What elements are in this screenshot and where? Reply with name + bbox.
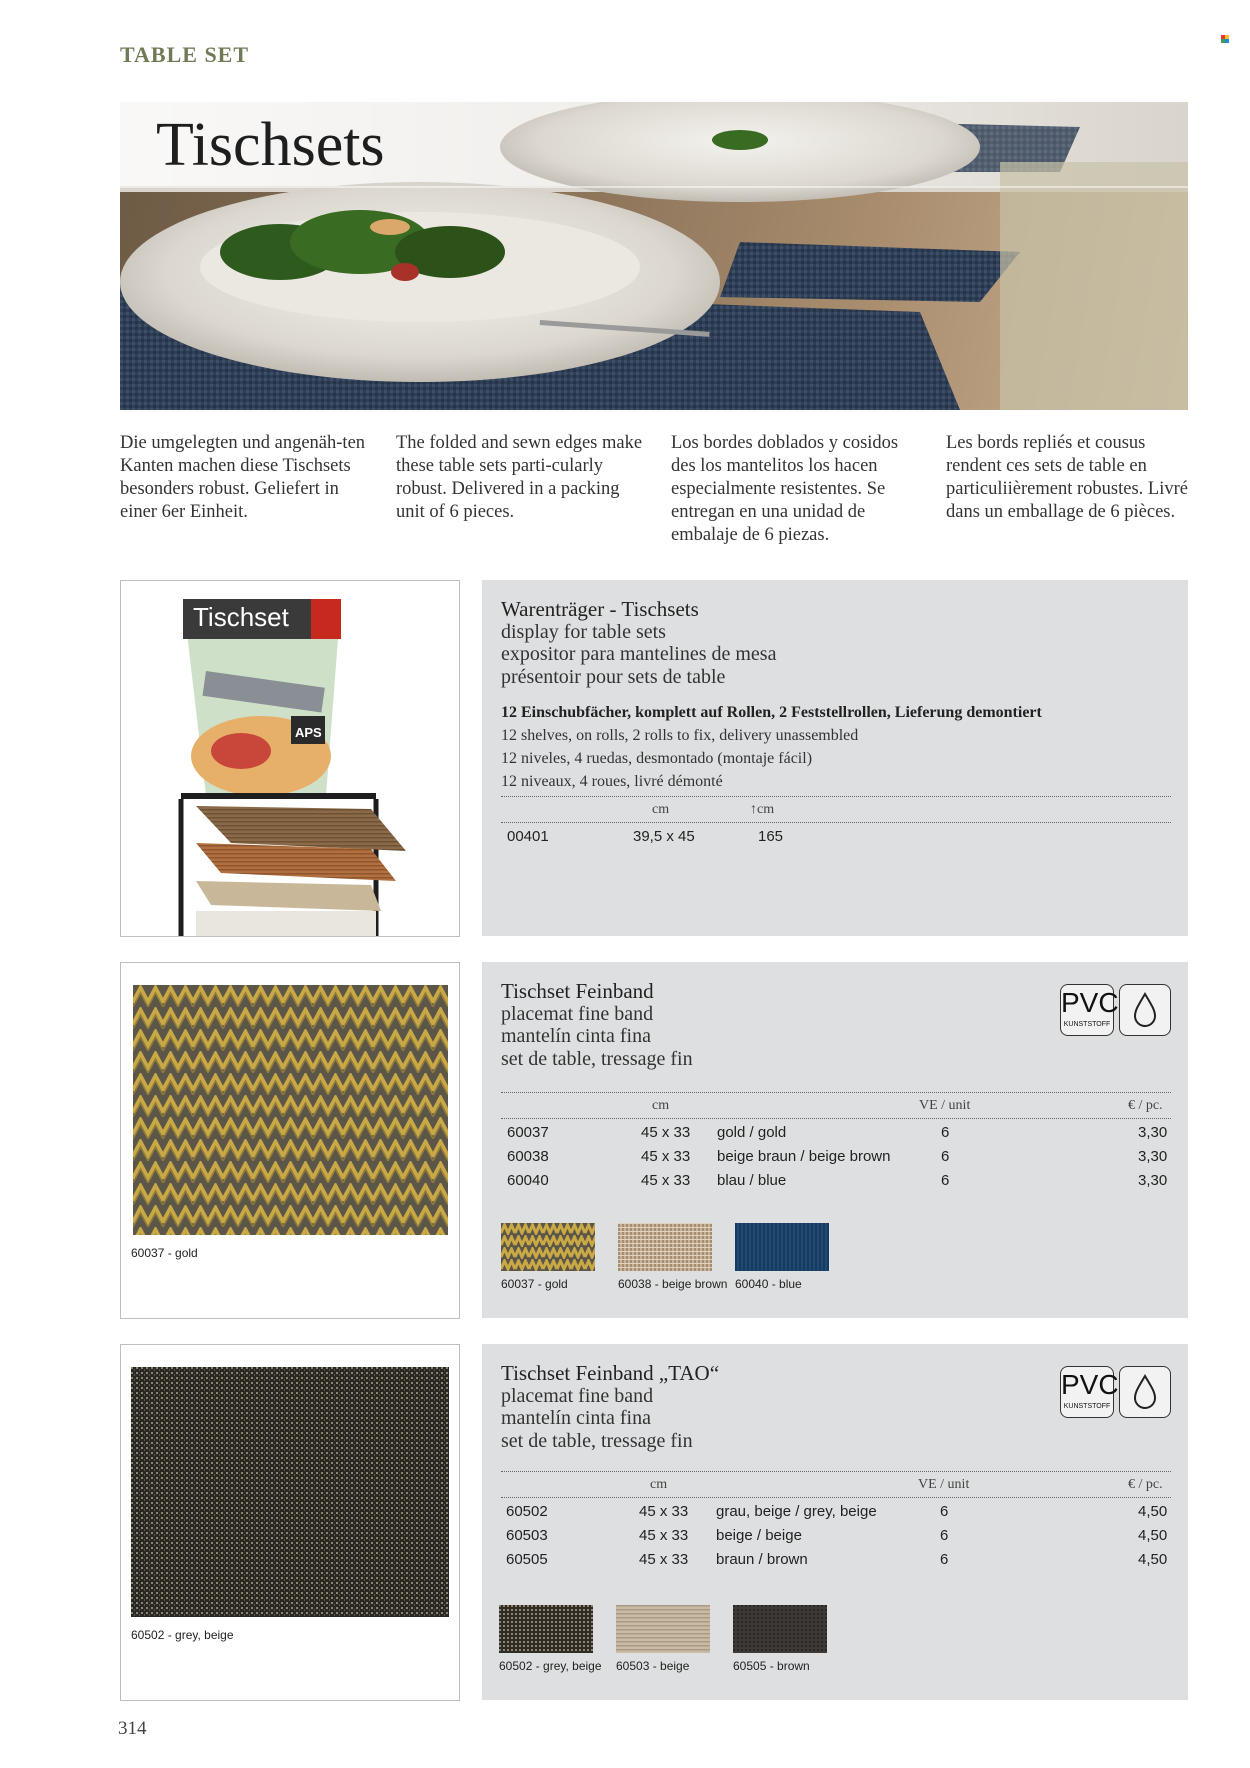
col-header-ve: VE / unit xyxy=(919,1098,971,1113)
pvc-badge-sub: KUNSTSTOFF xyxy=(1063,1021,1111,1028)
tao-photo xyxy=(120,1344,460,1701)
tao-row-color: grau, beige / grey, beige xyxy=(716,1503,877,1520)
display-spec-de: 12 Einschubfächer, komplett auf Rollen, 2 Feststellrollen, Lieferung demontiert xyxy=(501,704,1042,721)
tao-row-color: braun / brown xyxy=(716,1551,808,1568)
divider xyxy=(501,796,1171,797)
display-photo xyxy=(120,580,460,937)
swatch-beige xyxy=(616,1605,710,1653)
swatch-brown xyxy=(733,1605,827,1653)
swatch-caption-beige: 60503 - beige xyxy=(616,1659,690,1673)
tao-info-panel xyxy=(482,1344,1188,1700)
tao-row-size: 45 x 33 xyxy=(639,1503,689,1520)
divider xyxy=(501,1471,1171,1472)
color-mark-icon xyxy=(1221,35,1229,43)
col-header-ve: VE / unit xyxy=(918,1477,970,1492)
intro-text-de: Die umgelegten und angenäh-ten Kanten machen diese Tischsets besonders robust. Geliefert in einer 6er Einheit. xyxy=(120,433,366,522)
display-sub-es: expositor para mantelines de mesa xyxy=(501,643,777,665)
intro-text-en: The folded and sewn edges make these table sets parti-cularly robust. Delivered in a packing unit of 6 pieces. xyxy=(396,433,643,522)
divider xyxy=(501,1497,1171,1498)
swatch-blue xyxy=(735,1223,829,1271)
feinband-row-price: 3,30 xyxy=(1138,1172,1168,1189)
pvc-badge-sub: KUNSTSTOFF xyxy=(1063,1403,1111,1410)
section-label: TABLE SET xyxy=(120,42,250,67)
tao-mat-image xyxy=(131,1367,449,1617)
feinband-row-size: 45 x 33 xyxy=(641,1124,691,1141)
page-number: 314 xyxy=(118,1718,147,1739)
feinband-sub-en: placemat fine band xyxy=(501,1003,654,1025)
feinband-photo xyxy=(120,962,460,1319)
feinband-row-color: gold / gold xyxy=(717,1124,787,1141)
display-stand-illustration xyxy=(121,581,459,936)
col-header-price: € / pc. xyxy=(1128,1477,1163,1492)
arrow-up-icon: ↑ xyxy=(750,802,757,817)
pvc-badge xyxy=(1060,984,1119,1036)
display-spec-es: 12 niveles, 4 ruedas, desmontado (montaje fácil) xyxy=(501,750,813,767)
feinband-mat-image xyxy=(133,985,448,1235)
tao-row-size: 45 x 33 xyxy=(639,1551,689,1568)
col-header-cm: cm xyxy=(650,1477,668,1492)
display-spec-en: 12 shelves, on rolls, 2 rolls to fix, delivery unassembled xyxy=(501,727,859,744)
tao-row-color: beige / beige xyxy=(716,1527,802,1544)
feinband-sub-es: mantelín cinta fina xyxy=(501,1025,651,1047)
col-header-height xyxy=(750,802,774,818)
feinband-photo-caption: 60037 - gold xyxy=(131,1246,198,1260)
feinband-row-ve: 6 xyxy=(941,1172,950,1189)
feinband-row-ve: 6 xyxy=(941,1124,950,1141)
display-row-size: 39,5 x 45 xyxy=(633,828,695,845)
feinband-row-code: 60040 xyxy=(507,1172,549,1189)
tao-row-ve: 6 xyxy=(940,1551,949,1568)
tao-row-code: 60502 xyxy=(506,1503,548,1520)
display-info-panel xyxy=(482,580,1188,936)
swatch-caption-grey-beige: 60502 - grey, beige xyxy=(499,1659,602,1673)
feinband-row-size: 45 x 33 xyxy=(641,1172,691,1189)
tao-sub-en: placemat fine band xyxy=(501,1385,654,1407)
feinband-row-price: 3,30 xyxy=(1138,1124,1168,1141)
col-header-height-label: cm xyxy=(757,802,775,817)
tao-sub-fr: set de table, tressage fin xyxy=(501,1430,693,1452)
display-sub-en: display for table sets xyxy=(501,621,666,643)
tao-row-ve: 6 xyxy=(940,1527,949,1544)
tao-row-code: 60503 xyxy=(506,1527,548,1544)
col-header-cm: cm xyxy=(652,1098,670,1113)
pvc-badge-label: PVC xyxy=(1061,1369,1119,1400)
feinband-sub-fr: set de table, tressage fin xyxy=(501,1048,693,1070)
display-row-code: 00401 xyxy=(507,828,549,845)
swatch-caption-gold: 60037 - gold xyxy=(501,1277,568,1291)
swatch-caption-beige-brown: 60038 - beige brown xyxy=(618,1277,728,1291)
feinband-row-color: beige braun / beige brown xyxy=(717,1148,891,1165)
swatch-caption-blue: 60040 - blue xyxy=(735,1277,802,1291)
water-drop-icon xyxy=(1119,1366,1171,1418)
feinband-row-color: blau / blue xyxy=(717,1172,787,1189)
divider xyxy=(501,822,1171,823)
pvc-badge-label: PVC xyxy=(1061,987,1119,1018)
intro-text-es: Los bordes doblados y cosidos des los mantelitos los hacen especialmente resistentes. Se entregan en una unidad de embalaje de 6 piezas. xyxy=(671,433,899,545)
intro-text-fr: Les bords repliés et cousus rendent ces sets de table en particuliièrement robustes. Livré dans un emballage de 6 pièces. xyxy=(946,433,1188,522)
swatch-grey-beige xyxy=(499,1605,593,1653)
feinband-row-price: 3,30 xyxy=(1138,1148,1168,1165)
tao-row-price: 4,50 xyxy=(1138,1527,1168,1544)
feinband-row-size: 45 x 33 xyxy=(641,1148,691,1165)
display-photo-brand: Tischset xyxy=(193,602,289,632)
feinband-row-ve: 6 xyxy=(941,1148,950,1165)
feinband-row-code: 60038 xyxy=(507,1148,549,1165)
display-spec-fr: 12 niveaux, 4 roues, livré démonté xyxy=(501,773,723,790)
tao-row-size: 45 x 33 xyxy=(639,1527,689,1544)
display-sub-fr: présentoir pour sets de table xyxy=(501,666,726,688)
display-row-height: 165 xyxy=(758,828,784,845)
feinband-info-panel xyxy=(482,962,1188,1318)
divider xyxy=(501,1092,1171,1093)
tao-sub-es: mantelín cinta fina xyxy=(501,1407,651,1429)
swatch-caption-brown: 60505 - brown xyxy=(733,1659,810,1673)
tao-title: Tischset Feinband „TAO“ xyxy=(501,1361,720,1385)
tao-row-code: 60505 xyxy=(506,1551,548,1568)
divider xyxy=(501,1118,1171,1119)
tao-row-price: 4,50 xyxy=(1138,1551,1168,1568)
feinband-title: Tischset Feinband xyxy=(501,979,654,1003)
swatch-beige-brown xyxy=(618,1223,712,1271)
tao-row-price: 4,50 xyxy=(1138,1503,1168,1520)
feinband-row-code: 60037 xyxy=(507,1124,549,1141)
col-header-cm: cm xyxy=(652,802,670,817)
tao-row-ve: 6 xyxy=(940,1503,949,1520)
swatch-gold xyxy=(501,1223,595,1271)
hero-photo xyxy=(120,102,1188,410)
display-photo-tag: APS xyxy=(295,725,322,740)
water-drop-icon xyxy=(1119,984,1171,1036)
display-title: Warenträger - Tischsets xyxy=(501,597,699,621)
col-header-price: € / pc. xyxy=(1128,1098,1163,1113)
tao-photo-caption: 60502 - grey, beige xyxy=(131,1628,234,1642)
hero-title: Tischsets xyxy=(156,111,385,179)
pvc-badge xyxy=(1060,1366,1119,1418)
